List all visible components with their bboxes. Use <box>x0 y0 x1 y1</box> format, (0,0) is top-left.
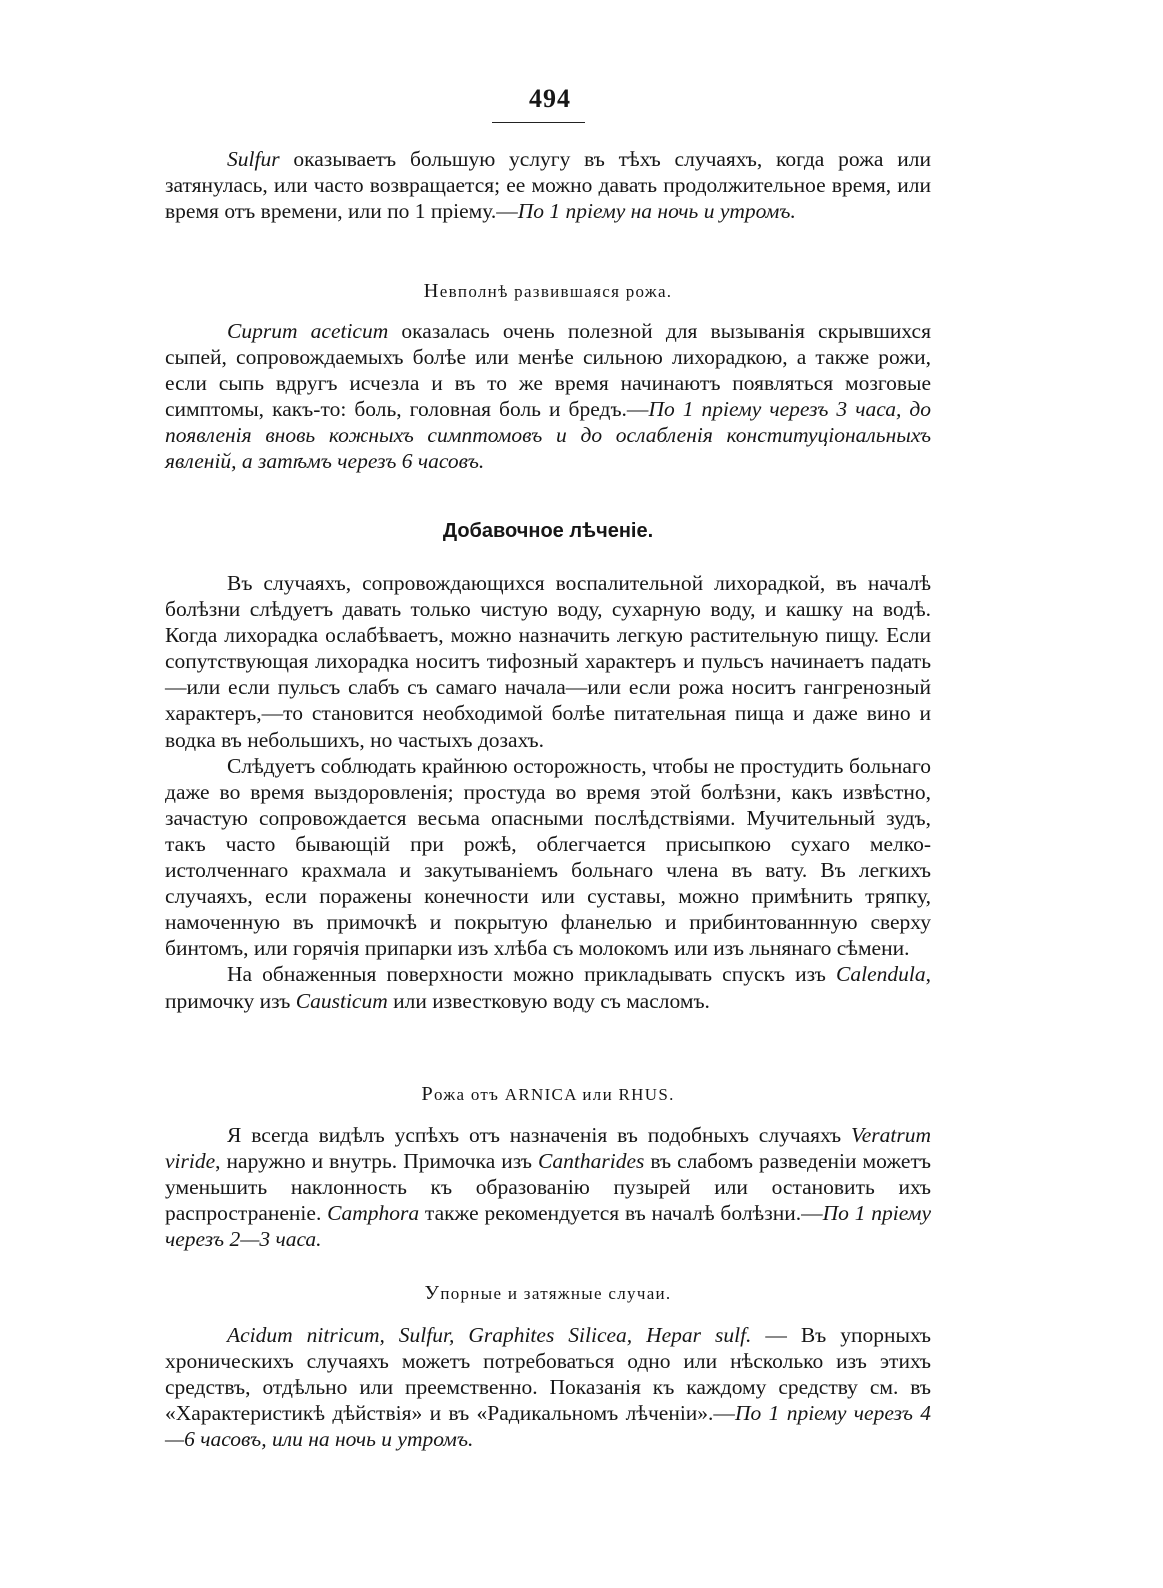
remedy-name: Camphora <box>327 1201 420 1226</box>
section-sulfur <box>165 146 931 224</box>
remedy-name: Sulfur <box>227 147 280 171</box>
remedy-list: Acidum nitricum, Sulfur, Graphites Silicea, Hepar sulf. <box>227 1323 752 1347</box>
remedy-name: Causticum <box>295 988 388 1013</box>
page-number: 494 <box>529 84 571 113</box>
section-arnica-rhus <box>165 1122 931 1252</box>
section-chronic-cases <box>165 1322 931 1452</box>
remedy-name: Calendula <box>836 962 926 987</box>
heading-additional-treatment: Добавочное лѣченіе. <box>442 520 654 542</box>
paragraph-sulfur: Sulfur оказываетъ большую услугу въ тѣхъ случаяхъ, когда рожа или затянулась, или часто возвращается; ее можно давать продолжительное время, или время отъ времени, или по 1 пріему.—По 1 пріему на ночь и утромъ. <box>165 147 931 224</box>
paragraph-diet: Въ случаяхъ, сопровождающихся воспалительной лихорадкой, въ началѣ болѣзни слѣдуетъ давать только чистую воду, сухарную воду, и кашку на водѣ. Когда лихорадка ослабѣваетъ, можно назначить легкую растительную пищу. Если сопутствующая лихорадка носитъ тифозный характеръ и пульсъ начинаетъ падать—или если пульсъ слабъ съ самаго начала—или если рожа носитъ гангренозный характеръ,—то становится необходимой болѣе питательная пища и даже вино и водка въ небольшихъ, но частыхъ дозахъ. <box>165 571 931 752</box>
page-number-rule <box>492 122 585 123</box>
paragraph-precautions: Слѣдуетъ соблюдать крайнюю осторожность, чтобы не простудить больнаго даже во время выздоровленія; простуда во время этой болѣзни, какъ извѣстно, зачастую сопровождается весьма опасными послѣдствіями. Мучительный зудъ, такъ часто бывающій при рожѣ, облегчается присыпкою сухаго мелко-истолченнаго крахмала и закутываніемъ больнаго члена въ вату. Въ легкихъ случаяхъ, если поражены конечности или суставы, можно примѣнить тряпку, намоченную въ примочкѣ и покрытую фланелью и прибинтованнную сверху бинтомъ, или горячія припарки изъ хлѣба съ молокомъ или изъ льнянаго сѣмени. <box>165 753 931 961</box>
section-cuprum <box>165 318 931 475</box>
heading-arnica-rhus: Рожа отъ ARNICA или RHUS. <box>421 1083 675 1105</box>
paragraph-calendula: На обнаженныя поверхности можно прикладывать спускъ изъ Calendula, примочку изъ Causticum или известковую воду съ масломъ. <box>165 962 931 1013</box>
dosage-text: По 1 пріему черезъ 3 часа, до появленія вновь кожныхъ симптомовъ и до ослабленія конституціональныхъ явленій, а затѣмъ черезъ 6 часовъ. <box>165 397 931 474</box>
remedy-name: Cantharides <box>538 1149 645 1174</box>
paragraph-chronic: Acidum nitricum, Sulfur, Graphites Silicea, Hepar sulf. — Въ упорныхъ хроническихъ случаяхъ можетъ потребоваться одно или нѣсколько изъ этихъ средствъ, отдѣльно или преемственно. Показанія къ каждому средству см. въ «Характеристикѣ дѣйствія» и въ «Радикальномъ лѣченіи».—По 1 пріему черезъ 4—6 часовъ, или на ночь и утромъ. <box>165 1323 932 1452</box>
dosage-text: По 1 пріему черезъ 2—3 часа. <box>165 1201 931 1252</box>
dosage-text: По 1 пріему черезъ 4—6 часовъ, или на ночь и утромъ. <box>165 1401 931 1452</box>
heading-chronic-cases: Упорные и затяжные случаи. <box>424 1282 672 1304</box>
paragraph-veratrum: Я всегда видѣлъ успѣхъ отъ назначенія въ подобныхъ случаяхъ Veratrum viride, наружно и внутрь. Примочка изъ Cantharides въ слабомъ разведеніи можетъ уменьшить наклонность къ образованію пузырей или остановить ихъ распространеніе. Camphora также рекомендуется въ началѣ болѣзни.—По 1 пріему черезъ 2—3 часа. <box>165 1123 931 1252</box>
section-additional-treatment <box>165 570 931 1014</box>
remedy-name: Veratrum viride <box>165 1123 931 1174</box>
dosage-text: По 1 пріему на ночь и утромъ. <box>517 199 796 224</box>
paragraph-cuprum: Cuprum aceticum оказалась очень полезной для вызыванія скрывшихся сыпей, сопровождаемыхъ болѣе или менѣе сильною лихорадкою, а также рожи, если сыпь вдругъ исчезла и въ то же время начинаютъ появляться мозговые симптомы, какъ-то: боль, головная боль и бредъ.—По 1 пріему черезъ 3 часа, до появленія вновь кожныхъ симптомовъ и до ослабленія конституціональныхъ явленій, а затѣмъ черезъ 6 часовъ. <box>165 319 931 474</box>
remedy-name: Cuprum aceticum <box>227 319 389 343</box>
heading-incomplete-erysipelas: Невполнѣ развившаяся рожа. <box>423 280 673 302</box>
